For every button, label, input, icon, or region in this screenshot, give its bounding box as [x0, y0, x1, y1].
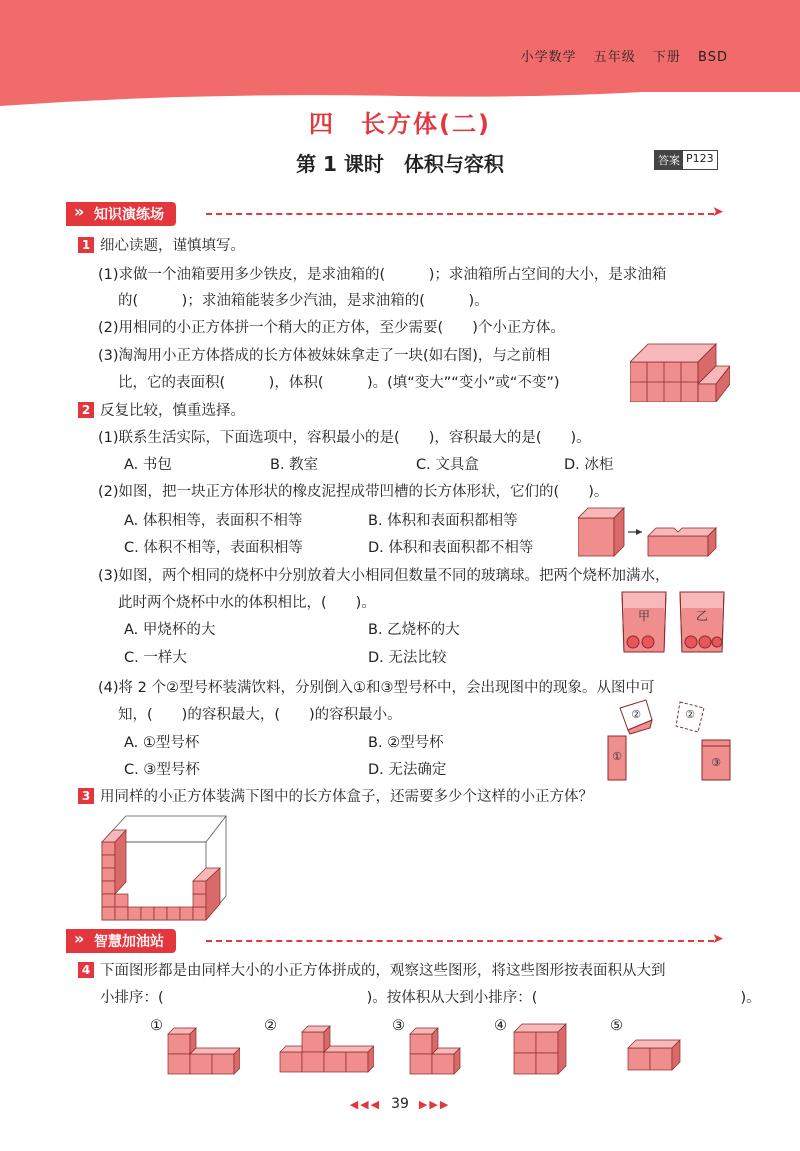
q2-part4: (4)将 2 个②型号杯装满饮料，分别倒入①和③型号杯中，会出现图中的现象。从图中可 — [98, 680, 655, 696]
option: B. 体积和表面积都相等 — [368, 513, 518, 529]
question-4: 4 下面图形都是由同样大小的小正方体拼成的，观察这些图形，将这些图形按表面积从大到 — [78, 961, 666, 981]
page-number: 39 — [391, 1096, 409, 1112]
option: B. ②型号杯 — [368, 735, 444, 751]
figure-label: ⑤ — [610, 1018, 623, 1034]
section-header-practice — [66, 202, 176, 226]
arrow-right-icon: ➤ — [712, 204, 724, 220]
option: A. ①型号杯 — [124, 735, 200, 751]
shape-3 — [408, 1020, 468, 1076]
shape-1 — [166, 1020, 240, 1076]
q1-line: (1)求做一个油箱要用多少铁皮，是求油箱的( )；求油箱所占空间的大小，是求油箱 — [98, 267, 667, 283]
option: C. 文具盒 — [416, 457, 479, 473]
option: D. 无法比较 — [368, 650, 447, 666]
q1-line: (3)淘淘用小正方体搭成的长方体被妹妹拿走了一块(如右图)，与之前相 — [98, 348, 551, 364]
option: B. 教室 — [270, 457, 319, 473]
grade: 五年级 — [593, 50, 636, 65]
q1-line: 的( )；求油箱能装多少汽油，是求油箱的( )。 — [118, 293, 489, 309]
box-with-cubes-figure — [98, 812, 230, 922]
beaker-label-yi: 乙 — [695, 609, 709, 623]
figure-label: ④ — [494, 1018, 507, 1034]
section-divider — [206, 213, 714, 215]
unit-title: 四 长方体(二) — [309, 110, 491, 138]
question-number: 2 — [78, 402, 94, 418]
option: D. 体积和表面积都不相等 — [368, 540, 534, 556]
answer-page: P123 — [686, 152, 714, 165]
section-header-challenge — [66, 929, 176, 953]
cuboid-missing-cube-figure — [630, 340, 730, 402]
right-arrows-icon: ▶▶▶ — [418, 1098, 451, 1111]
option: A. 体积相等，表面积不相等 — [124, 513, 303, 529]
shape-2 — [278, 1016, 374, 1076]
figure-label: ② — [264, 1018, 277, 1034]
section-title: » 智慧加油站 — [66, 929, 176, 953]
shape-5 — [626, 1030, 684, 1074]
answer-label: 答案 — [655, 151, 683, 169]
edition: BSD — [698, 50, 728, 65]
q1-line: 比，它的表面积( )，体积( )。(填“变大”“变小”或“不变”) — [118, 375, 560, 391]
term: 下册 — [652, 50, 681, 65]
option: B. 乙烧杯的大 — [368, 622, 460, 638]
page-footer — [0, 1096, 800, 1112]
cups-figure — [606, 698, 738, 782]
figure-label: ① — [150, 1018, 163, 1034]
cup-label: ② — [631, 708, 641, 721]
subject: 小学数学 — [520, 50, 577, 65]
question-2-title: 2 反复比较，慎重选择。 — [78, 401, 245, 421]
question-number: 1 — [78, 237, 94, 253]
q1-line: (2)用相同的小正方体拼一个稍大的正方体，至少需要( )个小正方体。 — [98, 320, 565, 336]
cup-label: ① — [612, 750, 622, 763]
cup-label: ③ — [711, 756, 721, 769]
q2-part3: (3)如图，两个相同的烧杯中分别放着大小相同但数量不同的玻璃球。把两个烧杯加满水， — [98, 568, 670, 584]
option: C. 一样大 — [124, 650, 187, 666]
question-number: 3 — [78, 788, 94, 804]
option: D. 冰柜 — [564, 457, 614, 473]
cup-label: ② — [685, 708, 695, 721]
lesson-title: 第 1 课时 体积与容积 — [296, 152, 504, 176]
answer-reference — [654, 150, 718, 170]
q2-part3-cont: 此时两个烧杯中水的体积相比，( )。 — [118, 595, 376, 611]
option: A. 甲烧杯的大 — [124, 622, 216, 638]
q2-part4-cont: 知，( )的容积最大，( )的容积最小。 — [118, 707, 402, 723]
option: C. 体积不相等，表面积相等 — [124, 540, 303, 556]
clay-reshape-figure — [578, 506, 724, 558]
question-3: 3 用同样的小正方体装满下图中的长方体盒子，还需要多少个这样的小正方体？ — [78, 787, 593, 807]
shape-4 — [512, 1016, 570, 1078]
option: C. ③型号杯 — [124, 762, 200, 778]
question-number: 4 — [78, 962, 94, 978]
arrow-right-icon: ➤ — [712, 931, 724, 947]
beaker-label-jia: 甲 — [637, 609, 651, 623]
option: D. 无法确定 — [368, 762, 447, 778]
section-title: » 知识演练场 — [66, 202, 176, 226]
q4-line: 小排序：( )。按体积从大到小排序：( )。 — [100, 990, 761, 1006]
section-divider — [206, 940, 714, 942]
option: A. 书包 — [124, 457, 172, 473]
book-meta — [509, 46, 728, 65]
figure-label: ③ — [392, 1018, 405, 1034]
left-arrows-icon: ◀◀◀ — [349, 1098, 382, 1111]
q2-part2: (2)如图，把一块正方体形状的橡皮泥捏成带凹槽的长方体形状，它们的( )。 — [98, 484, 609, 500]
question-1-title: 1 细心读题，谨慎填写。 — [78, 236, 245, 256]
beakers-figure — [618, 588, 730, 654]
q2-part1: (1)联系生活实际，下面选项中，容积最小的是( )，容积最大的是( )。 — [98, 430, 591, 446]
